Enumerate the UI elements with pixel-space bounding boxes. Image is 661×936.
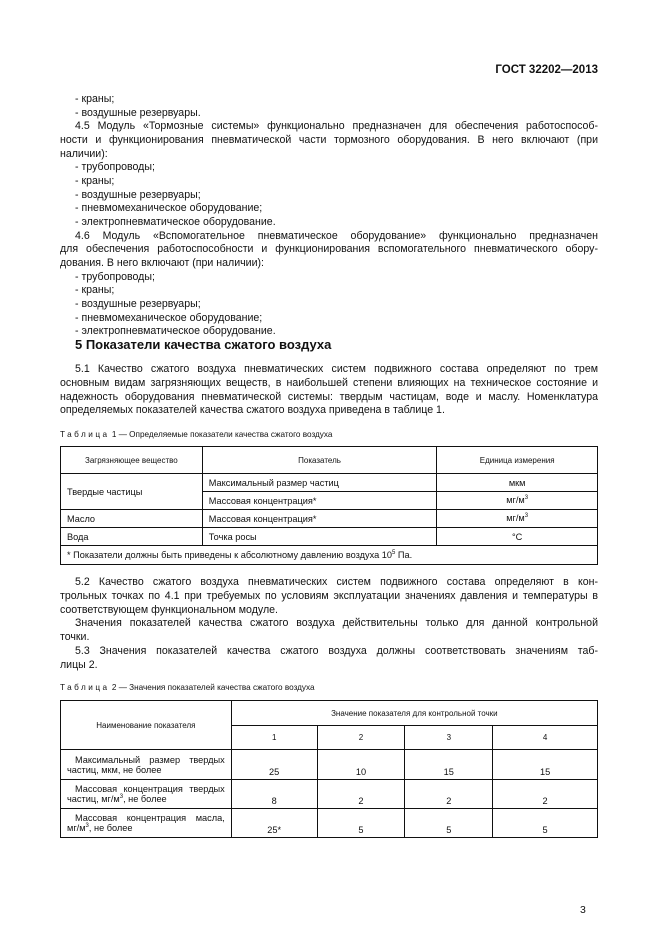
table-header: Единица измерения [437, 447, 598, 474]
list-item: - краны; [75, 175, 115, 187]
table-cell: Массовая концентрация* [202, 492, 437, 510]
table-cell: 25 [231, 750, 317, 780]
row-name: , не более [123, 794, 167, 805]
paragraph-4-5-line: 4.5 Модуль «Тормозные системы» функционально предназначен для обеспечения работоспособ- [75, 120, 598, 132]
table-cell [61, 750, 232, 780]
unit-text: мг/м [506, 495, 525, 506]
table-cell [437, 510, 598, 528]
paragraph-line: точки. [60, 631, 90, 643]
table-cell: °С [437, 528, 598, 546]
list-item: - пневмомеханическое оборудование; [75, 312, 263, 324]
footnote-text: Па. [395, 550, 413, 561]
paragraph-5-2-line: соответствующем функциональном модуле. [60, 604, 278, 616]
table-header: Наименование показателя [61, 701, 232, 750]
list-item: - краны; [75, 284, 115, 296]
table-cell: 5 [317, 809, 405, 838]
table-cell: Массовая концентрация* [202, 510, 437, 528]
paragraph-4-5-line: ности и функционирования пневматической части тормозного оборудования. В него включают (при [60, 134, 598, 146]
table-cell: Вода [61, 528, 203, 546]
paragraph-4-6-line: дования. В него включают (при наличии): [60, 257, 264, 269]
table-cell [437, 492, 598, 510]
table-header: Показатель [202, 447, 437, 474]
row-name: Массовая концентрация масла, [75, 812, 225, 823]
row-name: частиц, мг/м [67, 794, 120, 805]
footnote-text: * Показатели должны быть приведены к абсолютному давлению воздуха 10 [67, 550, 392, 561]
paragraph-5-3-line: лицы 2. [60, 659, 98, 671]
table-row [61, 528, 598, 546]
table-row [61, 474, 598, 492]
table-row [61, 510, 598, 528]
table-cell: 2 [317, 780, 405, 809]
table-cell: Твердые частицы [61, 474, 203, 510]
table-cell: мкм [437, 474, 598, 492]
caption-word: Таблица [60, 683, 110, 692]
table-cell [61, 780, 232, 809]
unit-exponent: 3 [85, 822, 89, 829]
table-header: 4 [493, 726, 598, 750]
list-item: - электропневматическое оборудование. [75, 325, 276, 337]
list-item: - воздушные резервуары. [75, 107, 201, 119]
footnote-exponent: 5 [392, 549, 396, 556]
paragraph-5-2-line: 5.2 Качество сжатого воздуха пневматических систем подвижного состава определяют в кон- [75, 576, 598, 588]
table-1 [60, 446, 598, 565]
paragraph-5-1-line: определяемых показателей качества сжатого воздуха приведена в таблице 1. [60, 404, 445, 416]
table-header: 3 [405, 726, 493, 750]
section-heading: 5 Показатели качества сжатого воздуха [75, 337, 332, 352]
document-id: ГОСТ 32202—2013 [495, 64, 598, 76]
table-cell: 5 [493, 809, 598, 838]
paragraph-line: Значения показателей качества сжатого воздуха действительны только для данной контрольной [75, 617, 598, 629]
paragraph-4-5-line: наличии): [60, 148, 108, 160]
list-item: - пневмомеханическое оборудование; [75, 202, 263, 214]
paragraph-5-1-line: надежность оборудования пневматической системы: твердым частицам, воде и маслу. Номенклатура [60, 391, 598, 403]
table-cell: 2 [405, 780, 493, 809]
table-2 [60, 700, 598, 838]
caption-text: 2 — Значения показателей качества сжатого воздуха [109, 683, 315, 692]
list-item: - трубопроводы; [75, 161, 155, 173]
table-cell: 15 [493, 750, 598, 780]
unit-exponent: 3 [524, 513, 529, 520]
table-footnote [61, 546, 598, 565]
table-header: 1 [231, 726, 317, 750]
page-number: 3 [580, 904, 586, 916]
table-cell: Точка росы [202, 528, 437, 546]
table-row [61, 750, 598, 780]
unit-text: мг/м [506, 513, 525, 524]
table-header: Загрязняющее вещество [61, 447, 203, 474]
paragraph-4-6-line: 4.6 Модуль «Вспомогательное пневматическое оборудование» функционально предназначен [75, 230, 598, 242]
row-name: частиц, мкм, не более [67, 764, 162, 775]
table-2-caption [60, 683, 315, 692]
list-item: - краны; [75, 93, 115, 105]
table-cell: Масло [61, 510, 203, 528]
table-header: 2 [317, 726, 405, 750]
table-header: Значение показателя для контрольной точки [231, 701, 597, 726]
row-name: , не более [88, 823, 133, 834]
list-item: - воздушные резервуары; [75, 189, 201, 201]
unit-exponent: 3 [119, 793, 124, 800]
paragraph-5-1-line: основным видам загрязняющих веществ, в наибольшей степени влияющих на техническое состояние и [60, 377, 598, 389]
paragraph-5-1-line: 5.1 Качество сжатого воздуха пневматических систем подвижного состава определяют по трем [75, 363, 598, 375]
row-name: Массовая концентрация твердых [75, 783, 225, 794]
table-cell: 15 [405, 750, 493, 780]
list-item: - электропневматическое оборудование. [75, 216, 276, 228]
list-item: - воздушные резервуары; [75, 298, 201, 310]
table-cell: 10 [317, 750, 405, 780]
table-cell [61, 809, 232, 838]
unit-exponent: 3 [524, 495, 529, 502]
caption-word: Таблица [60, 430, 110, 439]
table-cell: 25* [231, 809, 317, 838]
table-cell: 8 [231, 780, 317, 809]
table-cell: 5 [405, 809, 493, 838]
table-cell: 2 [493, 780, 598, 809]
row-name: мг/м [67, 823, 86, 834]
caption-text: 1 — Определяемые показатели качества сжатого воздуха [109, 430, 333, 439]
list-item: - трубопроводы; [75, 271, 155, 283]
paragraph-5-3-line: 5.3 Значения показателей качества сжатого воздуха должны соответствовать значениям таб- [75, 645, 598, 657]
table-cell: Максимальный размер частиц [202, 474, 437, 492]
row-name: Максимальный размер твердых [75, 754, 225, 765]
table-row [61, 780, 598, 809]
paragraph-5-2-line: трольных точках по 4.1 при требуемых по условиям эксплуатации значениях давления и температуры в [60, 590, 598, 602]
paragraph-4-6-line: для обеспечения работоспособности и функционирования вспомогательного пневматического обору- [60, 243, 598, 255]
table-1-caption [60, 430, 332, 439]
table-row [61, 809, 598, 838]
